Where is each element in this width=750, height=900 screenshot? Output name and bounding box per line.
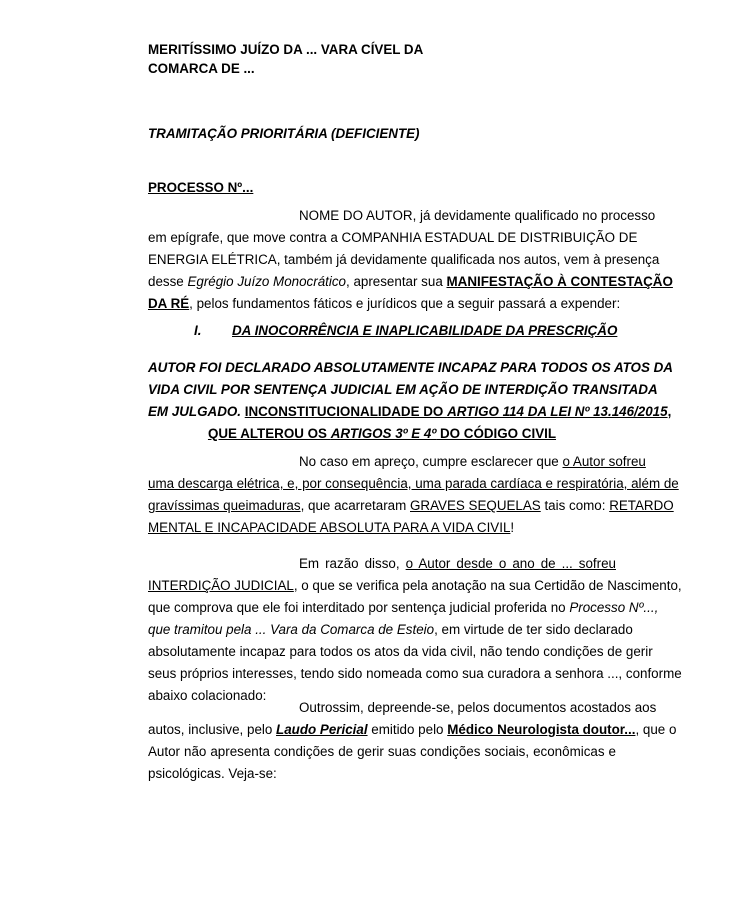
paragraph-line (148, 575, 682, 597)
text-run: o Autor sofreu (562, 454, 646, 469)
text-run: DA RÉ (148, 296, 190, 311)
text-run: gravíssimas queimaduras (148, 498, 301, 513)
paragraph-line: Autor não apresenta condições de gerir suas condições sociais, econômicas e (148, 744, 616, 759)
text-run: Médico Neurologista doutor... (447, 722, 636, 737)
text-run: , (667, 404, 672, 419)
thesis-line: AUTOR FOI DECLARADO ABSOLUTAMENTE INCAPAZ PARA TODOS OS ATOS DA (148, 360, 673, 375)
text-run: RETARDO (609, 498, 674, 513)
text-run: DO CÓDIGO CIVIL (436, 426, 557, 441)
text-run: INTERDIÇÃO JUDICIAL (148, 578, 294, 593)
text-run: que tramitou pela ... Vara da Comarca de Esteio (148, 622, 435, 637)
paragraph-3 (148, 697, 677, 785)
thesis-block (148, 357, 673, 445)
section-title: DA INOCORRÊNCIA E INAPLICABILIDADE DA PRESCRIÇÃO (232, 323, 618, 338)
paragraph-line: absolutamente incapaz para todos os atos da vida civil, não tendo condições de gerir (148, 644, 653, 659)
court-address-line1: MERITÍSSIMO JUÍZO DA ... VARA CÍVEL DA (148, 42, 424, 57)
text-run: , que o (635, 722, 677, 737)
paragraph-line (148, 517, 616, 539)
text-run: QUE ALTEROU OS (207, 426, 331, 441)
intro-paragraph (148, 205, 673, 315)
process-number: PROCESSO Nº... (148, 180, 254, 195)
text-run: emitido pelo (367, 722, 448, 737)
paragraph-line (148, 619, 633, 641)
text-run: Laudo Pericial (276, 722, 368, 737)
paragraph-line (148, 451, 646, 473)
text-run: autos, inclusive, pelo (148, 722, 277, 737)
intro-line (148, 271, 673, 293)
intro-line (148, 293, 621, 315)
text-run: tais como: (540, 498, 610, 513)
text-run: , em virtude de ter sido declarado (434, 622, 633, 637)
text-run: Egrégio Juízo Monocrático (187, 274, 346, 289)
thesis-line (148, 401, 672, 423)
paragraph-line: abaixo colacionado: (148, 688, 267, 703)
paragraph-line (148, 597, 659, 619)
text-run: desse (148, 274, 188, 289)
text-run: , o que se verifica pela anotação na sua Certidão de Nascimento, (293, 578, 682, 593)
paragraph-2 (148, 553, 682, 707)
text-run: INCONSTITUCIONALIDADE DO (244, 404, 448, 419)
intro-line: em epígrafe, que move contra a COMPANHIA ESTADUAL DE DISTRIBUIÇÃO DE (148, 230, 638, 245)
section-number: I. (194, 323, 202, 338)
text-run: que comprova que ele foi interditado por sentença judicial proferida no (148, 600, 570, 615)
text-run: , apresentar sua (346, 274, 447, 289)
thesis-line: VIDA CIVIL POR SENTENÇA JUDICIAL EM AÇÃO DE INTERDIÇÃO TRANSITADA (148, 382, 658, 397)
intro-line: ENERGIA ELÉTRICA, também já devidamente qualificada nos autos, vem à presença (148, 252, 660, 267)
paragraph-1 (148, 451, 679, 539)
text-run: ARTIGO 114 DA LEI Nº 13.146/2015 (447, 404, 668, 419)
text-run: o Autor desde o ano de ... sofreu (405, 556, 616, 571)
text-run: ! (510, 520, 515, 535)
text-run: , que acarretaram (300, 498, 410, 513)
paragraph-line: Outrossim, depreende-se, pelos documentos acostados aos (299, 700, 657, 715)
paragraph-line: seus próprios interesses, tendo sido nomeada como sua curadora a senhora ..., conforme (148, 666, 682, 681)
text-run: Em razão disso, (299, 556, 406, 571)
text-run: EM JULGADO. (148, 404, 245, 419)
court-address-line2: COMARCA DE ... (148, 61, 255, 76)
paragraph-line: uma descarga elétrica, e, por consequência, uma parada cardíaca e respiratória, além de (148, 476, 679, 491)
paragraph-line (148, 495, 674, 517)
text-run: No caso em apreço, cumpre esclarecer que (299, 454, 563, 469)
text-run: Processo Nº..., (569, 600, 659, 615)
text-run: ARTIGOS 3º E 4º (330, 426, 437, 441)
paragraph-line (148, 719, 677, 741)
text-run: MENTAL E INCAPACIDADE ABSOLUTA PARA A VIDA CIVIL (148, 520, 511, 535)
text-run: GRAVES SEQUELAS (410, 498, 541, 513)
thesis-line (148, 423, 616, 445)
intro-line: NOME DO AUTOR, já devidamente qualificado no processo (299, 208, 656, 223)
paragraph-line: psicológicas. Veja-se: (148, 766, 277, 781)
paragraph-line (148, 553, 616, 575)
priority-notice: TRAMITAÇÃO PRIORITÁRIA (DEFICIENTE) (148, 126, 420, 141)
text-run: , pelos fundamentos fáticos e jurídicos que a seguir passará a expender: (189, 296, 621, 311)
text-run: MANIFESTAÇÃO À CONTESTAÇÃO (446, 274, 673, 289)
